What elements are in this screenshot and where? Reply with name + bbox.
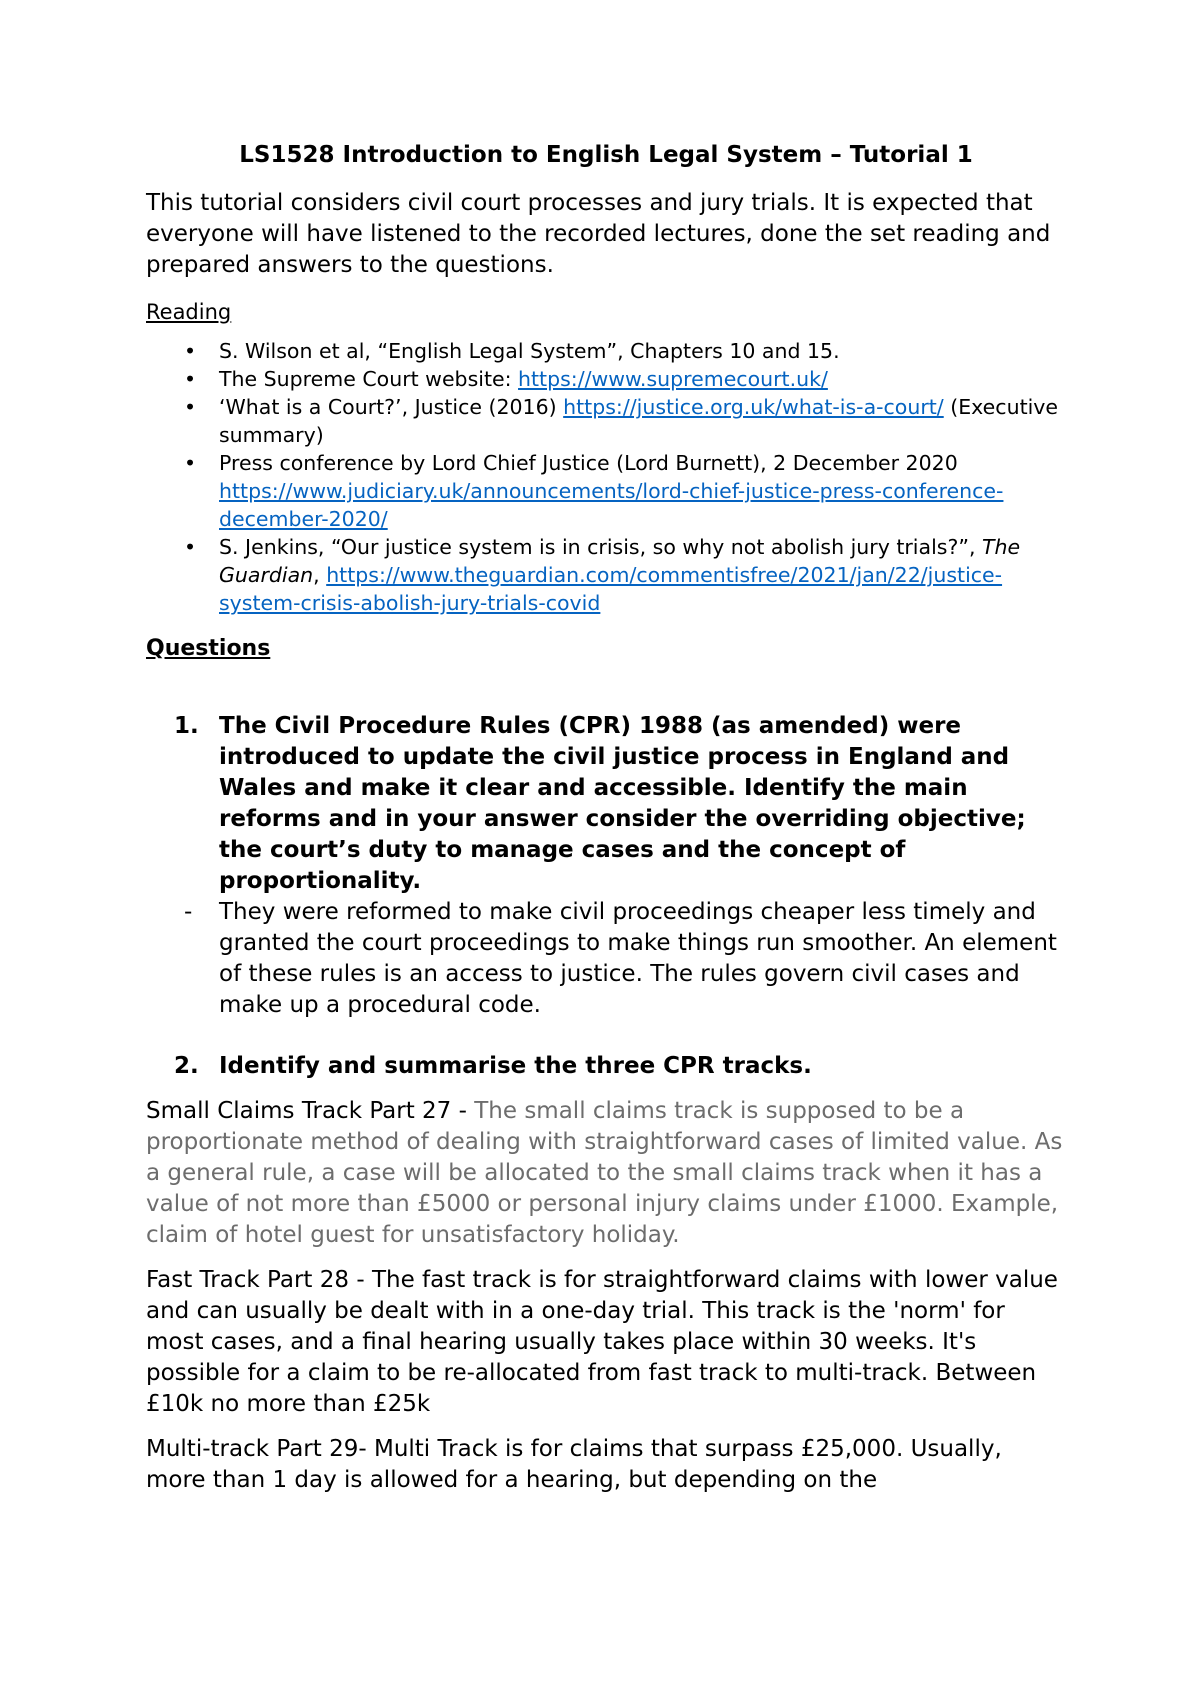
reading-heading: Reading (146, 300, 232, 324)
justice-court-link[interactable]: https://justice.org.uk/what-is-a-court/ (563, 395, 944, 419)
supreme-court-link[interactable]: https://www.supremecourt.uk/ (518, 367, 828, 391)
reading-item (146, 449, 1066, 533)
publication-name: The Guardian (219, 535, 1021, 587)
reading-text: Press conference by Lord Chief Justice (Lord Burnett), 2 December 2020 (219, 451, 958, 475)
question-text: Identify and summarise the three CPR tracks. (219, 1053, 812, 1079)
track-description: The fast track is for straightforward claims with lower value and can usually be dealt with in a one-day trial. This track is the 'norm' for most cases, and a final hearing usually takes place within 30 weeks. It's possible for a claim to be re-allocated from fast track to multi-track. Between £10k no more than £25k (146, 1267, 1058, 1417)
reading-text: S. Wilson et al, “English Legal System”, Chapters 10 and 15. (219, 339, 840, 363)
reading-item (146, 533, 1066, 617)
multi-track (146, 1434, 1066, 1496)
track-label: Fast Track Part 28 - (146, 1267, 372, 1293)
reading-list (146, 337, 1066, 617)
reading-text-sep: , (313, 563, 327, 587)
track-label: Small Claims Track Part 27 - (146, 1098, 475, 1124)
reading-text: The Supreme Court website: (219, 367, 519, 391)
reading-item (146, 393, 1066, 449)
reading-text: ‘What is a Court?’, Justice (2016) (219, 395, 564, 419)
answer-1 (146, 897, 1066, 1021)
bullet-icon: • (184, 535, 197, 559)
reading-item (146, 365, 1066, 393)
question-number: 1. (174, 713, 199, 739)
small-claims-track (146, 1096, 1066, 1251)
bullet-icon: • (184, 451, 197, 475)
track-description: The small claims track is supposed to be a proportionate method of dealing with straightforward cases of limited value. As a general rule, a case will be allocated to the small claims track when it has a value of not more than £5000 or personal injury claims under £1000. Example, claim of hotel guest for unsatisfactory holiday. (146, 1098, 1063, 1248)
bullet-icon: • (184, 395, 197, 419)
intro-paragraph: This tutorial considers civil court processes and jury trials. It is expected that everyone will have listened to the recorded lectures, done the set reading and prepared answers to the questions. (146, 190, 1051, 278)
bullet-icon: • (184, 367, 197, 391)
reading-text-after: (Executive summary) (219, 395, 1059, 447)
question-text: The Civil Procedure Rules (CPR) 1988 (as amended) were introduced to update the civil justice process in England and Wales and make it clear and accessible. Identify the main reforms and in your answer consider the overriding objective; the court’s duty to manage cases and the concept of proportionality. (219, 713, 1026, 894)
document-page (146, 140, 1066, 1510)
bullet-icon: • (184, 339, 197, 363)
fast-track (146, 1265, 1066, 1420)
reading-text: S. Jenkins, “Our justice system is in crisis, so why not abolish jury trials?”, (219, 535, 982, 559)
question-1 (146, 711, 1066, 897)
answer-text: They were reformed to make civil proceedings cheaper less timely and granted the court proceedings to make things run smoother. An element of these rules is an access to justice. The rules govern civil cases and make up a procedural code. (219, 899, 1057, 1018)
judiciary-press-link[interactable]: https://www.judiciary.uk/announcements/lord-chief-justice-press-conference-december-2020/ (219, 479, 1004, 531)
questions-heading: Questions (146, 636, 271, 661)
dash-icon: - (184, 899, 193, 925)
question-2 (146, 1051, 1066, 1082)
reading-item (146, 337, 1066, 365)
document-title: LS1528 Introduction to English Legal System – Tutorial 1 (239, 142, 973, 168)
guardian-article-link[interactable]: https://www.theguardian.com/commentisfree/2021/jan/22/justice-system-crisis-abolish-jury-trials-covid (219, 563, 1003, 615)
track-description: Multi Track is for claims that surpass £25,000. Usually, more than 1 day is allowed for a hearing, but depending on the (146, 1436, 1002, 1493)
track-label: Multi-track Part 29- (146, 1436, 374, 1462)
question-number: 2. (174, 1053, 199, 1079)
